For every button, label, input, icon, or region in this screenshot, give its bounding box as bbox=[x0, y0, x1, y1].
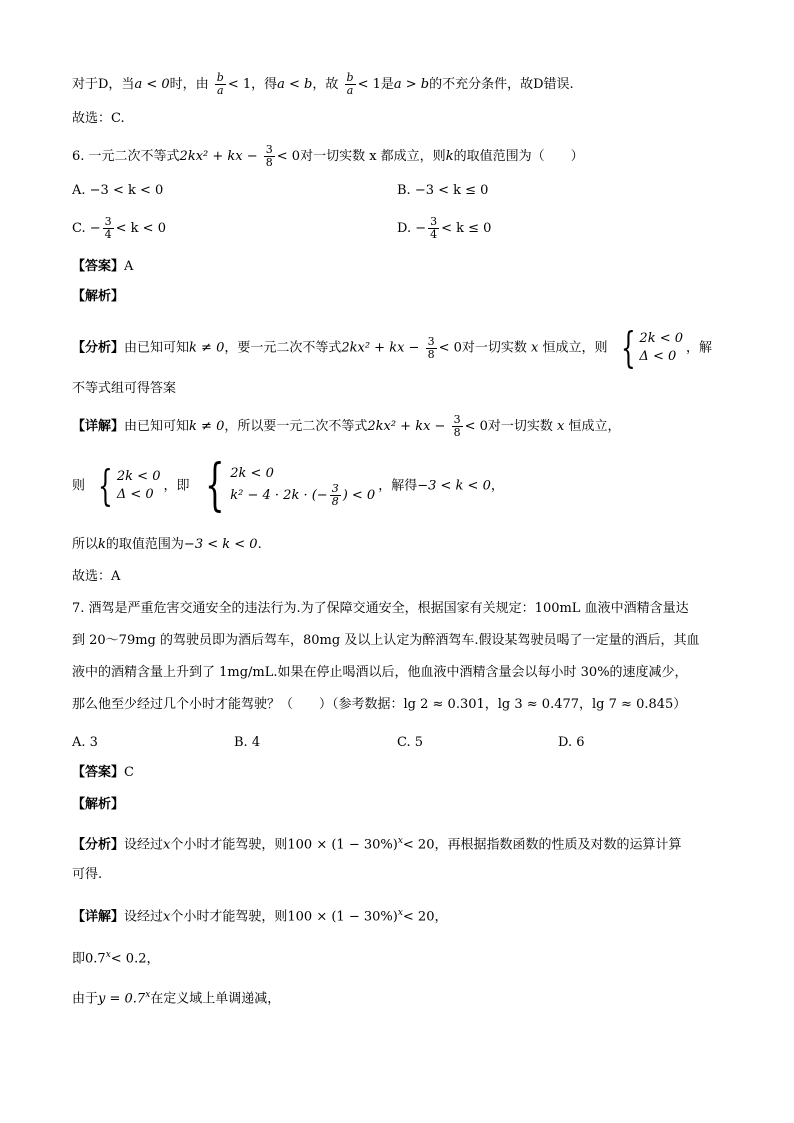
detail-7: 【详解】设经过x个小时才能驾驶，则$100 \times (1 - 30\%)^x< 20$， bbox=[72, 908, 448, 925]
detail-7-step2: 由于$y = 0.7^x$在定义域上单调递减， bbox=[72, 990, 281, 1007]
line-select-c: 故选：C. bbox=[72, 111, 125, 126]
q7-option-b: B. 4 bbox=[234, 735, 261, 750]
detail-6: 【详解】由已知可知k ≠ 0，所以要一元二次不等式2kx² + kx − $\frac{3}{8}$ < 0对一切实数 x 恒成立， bbox=[72, 413, 621, 439]
select-6: 故选：A bbox=[72, 569, 121, 584]
option-a: A. −3 < k < 0 bbox=[72, 183, 164, 198]
analysis-6-summary-cont: 不等式组可得答案 bbox=[72, 381, 177, 396]
option-b: B. −3 < k ≤ 0 bbox=[397, 183, 489, 198]
answer-6: 【答案】A bbox=[72, 259, 134, 274]
answer-7: 【答案】C bbox=[72, 765, 134, 780]
analysis-7-heading: 【解析】 bbox=[72, 797, 125, 812]
q7-option-c: C. 5 bbox=[397, 735, 424, 750]
q7-option-d: D. 6 bbox=[558, 735, 585, 750]
option-c: C. − $\frac{3}{4}$ < k < 0 bbox=[72, 215, 166, 241]
question-6: 6. 一元二次不等式2kx² + kx − $\frac{3}{8}$ < 0对一切实数 x 都成立，则k的取值范围为（ ） bbox=[72, 143, 584, 169]
question-7-line3: 液中的酒精含量上升到了 1mg/mL.如果在停止喝酒以后，他血液中酒精含量会以每小时 30%的速度减少， bbox=[72, 665, 688, 680]
detail-6-conclusion: 所以k的取值范围为−3 < k < 0. bbox=[72, 537, 262, 552]
question-7-line1: 7. 酒驾是严重危害交通安全的违法行为.为了保障交通安全，根据国家有关规定：100mL 血液中酒精含量达 bbox=[72, 601, 689, 616]
fraction-b-over-a: $\frac{b}{a}$ bbox=[216, 71, 224, 97]
detail-6-systems: 则 { 2k < 0 Δ < 0 ，即 { 2k < 0 k² − 4 · 2k · (− $\frac{3}{8}$ ) < 0 ，解得−3 < k < 0， bbox=[72, 453, 504, 518]
option-d: D. − $\frac{3}{4}$ < k ≤ 0 bbox=[397, 215, 492, 241]
analysis-7-summary: 【分析】设经过x个小时才能驾驶，则$100 \times (1 - 30\%)^x< 20$，再根据指数函数的性质及对数的运算计算 bbox=[72, 836, 682, 853]
inequality-system: { 2k < 0 Δ < 0 bbox=[620, 323, 683, 372]
expanded-system: { 2k < 0 k² − 4 · 2k · (− $\frac{3}{8}$ ) < 0 bbox=[204, 453, 376, 518]
question-7-line2: 到 20～79mg 的驾驶员即为酒后驾车，80mg 及以上认定为醉酒驾车.假设某驾驶员喝了一定量的酒后，其血 bbox=[72, 633, 700, 648]
q7-option-a: A. 3 bbox=[72, 735, 98, 750]
analysis-6-heading: 【解析】 bbox=[72, 289, 125, 304]
analysis-7-summary-cont: 可得. bbox=[72, 867, 103, 882]
detail-7-step1: 即$0.7^x< 0.2$， bbox=[72, 950, 160, 967]
analysis-6-summary: 【分析】由已知可知k ≠ 0，要一元二次不等式2kx² + kx − $\frac{3}{8}$ < 0对一切实数 x 恒成立，则 { 2k < 0 Δ < 0 ，解 bbox=[72, 323, 713, 372]
line-d-analysis: 对于D，当a < 0时，由 $\frac{b}{a}$ < 1，得a < b，故 $\frac{b}{a}$ < 1是a > b的不充分条件，故D错误. bbox=[72, 71, 574, 97]
question-7-line4: 那么他至少经过几个小时才能驾驶？（ ）（参考数据：lg 2 ≈ 0.301，lg 3 ≈ 0.477，lg 7 ≈ 0.845） bbox=[72, 697, 687, 712]
